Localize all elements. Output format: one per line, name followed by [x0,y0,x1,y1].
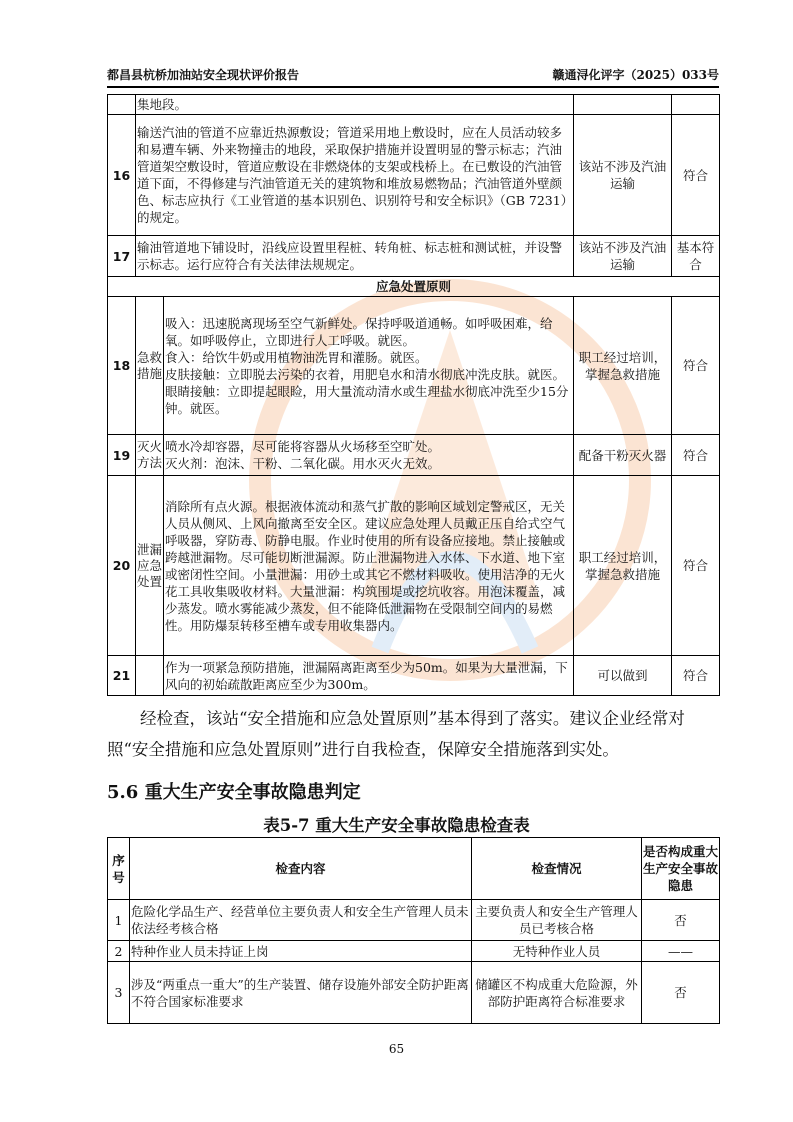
safety-measures-table [107,94,720,696]
report-title: 都昌县杭桥加油站安全现状评价报告 [107,68,300,82]
header-no: 序号 [108,838,130,900]
table-row [108,297,720,435]
result-cell: 符合 [672,656,720,696]
table-caption: 表5-7 重大生产安全事故隐患检查表 [263,816,530,835]
content-line: 灭火剂：泡沫、干粉、二氧化碳。用水灭火无效。 [165,456,441,471]
row-number: 17 [108,236,136,277]
result-cell: 否 [642,962,720,1024]
result-cell: 符合 [672,297,720,435]
category-cell: 急救措施 [136,297,164,435]
row-number: 19 [108,435,136,476]
result-cell: 基本符合 [672,236,720,277]
row-number: 18 [108,297,136,435]
table-row [108,962,720,1024]
content-line: 食入：给饮牛奶或用植物油洗胃和灌肠。就医。 [165,349,428,365]
situation-cell: 配备干粉灭火器 [574,435,672,476]
result-cell: 符合 [672,435,720,476]
category-cell: 泄漏应急处置 [136,476,164,656]
report-number: 赣通浔化评字（2025）033号 [552,68,719,82]
row-number: 1 [108,900,130,941]
content-cell: 输油管道地下铺设时，沿线应设置里程桩、转角桩、标志桩和测试桩，并设警示标志。运行应符合有关法律法规规定。 [136,236,574,277]
result-cell: 符合 [672,115,720,236]
table-header-row [108,838,720,900]
table-row [108,476,720,656]
table-row [108,941,720,962]
content-cell: 消除所有点火源。根据液体流动和蒸气扩散的影响区域划定警戒区，无关人员从侧风、上风向撤离至安全区。建议应急处理人员戴正压自给式空气呼吸器，穿防毒、防静电服。作业时使用的所有设备应接地。禁止接触或跨越泄漏物。尽可能切断泄漏源。防止泄漏物进入水体、下水道、地下室或密闭性空间。小量泄漏：用砂土或其它不燃材料吸收。使用洁净的无火花工具收集吸收材料。大量泄漏：构筑围堤或挖坑收容。用泡沫覆盖，减少蒸发。喷水雾能减少蒸发，但不能降低泄漏物在受限制空间内的易燃性。用防爆泵转移至槽车或专用收集器内。 [164,476,574,656]
content-cell: 作为一项紧急预防措施，泄漏隔离距离至少为50m。如果为大量泄漏，下风向的初始疏散距离应至少为300m。 [164,656,574,696]
hazard-check-table [107,837,720,1024]
section-title: 应急处置原则 [108,277,720,297]
situation-cell: 可以做到 [574,656,672,696]
content-cell [164,297,574,435]
content-cell: 特种作业人员未持证上岗 [130,941,472,962]
row-number: 20 [108,476,136,656]
row-number: 21 [108,656,136,696]
table-row [108,115,720,236]
row-number: 3 [108,962,130,1024]
situation-cell: 无特种作业人员 [472,941,642,962]
table-row [108,95,720,115]
page-number: 65 [388,1042,405,1056]
situation-cell: 储罐区不构成重大危险源，外部防护距离符合标准要求 [472,962,642,1024]
summary-paragraph: 经检查，该站“安全措施和应急处置原则”基本得到了落实。建议企业经常对照“安全措施和应急处置原则”进行自我检查，保障安全措施落到实处。 [107,709,685,759]
situation-cell: 主要负责人和安全生产管理人员已考核合格 [472,900,642,941]
table-row [108,277,720,297]
situation-cell: 该站不涉及汽油运输 [574,115,672,236]
content-cell: 危险化学品生产、经营单位主要负责人和安全生产管理人员未依法经考核合格 [130,900,472,941]
content-cell [164,435,574,476]
result-cell: 符合 [672,476,720,656]
content-cell: 涉及“两重点一重大”的生产装置、储存设施外部安全防护距离不符合国家标准要求 [130,962,472,1024]
table-row [108,435,720,476]
header-result: 是否构成重大生产安全事故隐患 [642,838,720,900]
row-number: 2 [108,941,130,962]
situation-cell: 职工经过培训，掌握急救措施 [574,297,672,435]
header-situation: 检查情况 [472,838,642,900]
result-cell: 否 [642,900,720,941]
content-line: 喷水冷却容器，尽可能将容器从火场移至空旷处。 [165,439,441,454]
table-row [108,236,720,277]
table-row [108,900,720,941]
row-number: 16 [108,115,136,236]
content-line: 眼睛接触：立即提起眼睑，用大量流动清水或生理盐水彻底冲洗至少15分钟。就医。 [165,383,569,416]
header-content: 检查内容 [130,838,472,900]
content-line: 皮肤接触：立即脱去污染的衣着，用肥皂水和清水彻底冲洗皮肤。就医。 [165,366,566,382]
content-cell: 集地段。 [136,95,574,115]
situation-cell: 职工经过培训，掌握急救措施 [574,476,672,656]
result-cell: —— [642,941,720,962]
section-heading: 5.6 重大生产安全事故隐患判定 [107,782,361,803]
page-header [107,68,719,88]
table-row [108,656,720,696]
category-cell: 灭火方法 [136,435,164,476]
content-line: 吸入：迅速脱离现场至空气新鲜处。保持呼吸道通畅。如呼吸困难，给氧。如呼吸停止，立即进行人工呼吸。就医。 [165,315,553,348]
content-cell: 输送汽油的管道不应靠近热源敷设；管道采用地上敷设时，应在人员活动较多和易遭车辆、外来物撞击的地段，采取保护措施并设置明显的警示标志；汽油管道架空敷设时，管道应敷设在非燃烧体的支架或栈桥上。在已敷设的汽油管道下面，不得修建与汽油管道无关的建筑物和堆放易燃物品；汽油管道外壁颜色、标志应执行《工业管道的基本识别色、识别符号和安全标识》（GB 7231）的规定。 [136,115,574,236]
situation-cell: 该站不涉及汽油运输 [574,236,672,277]
